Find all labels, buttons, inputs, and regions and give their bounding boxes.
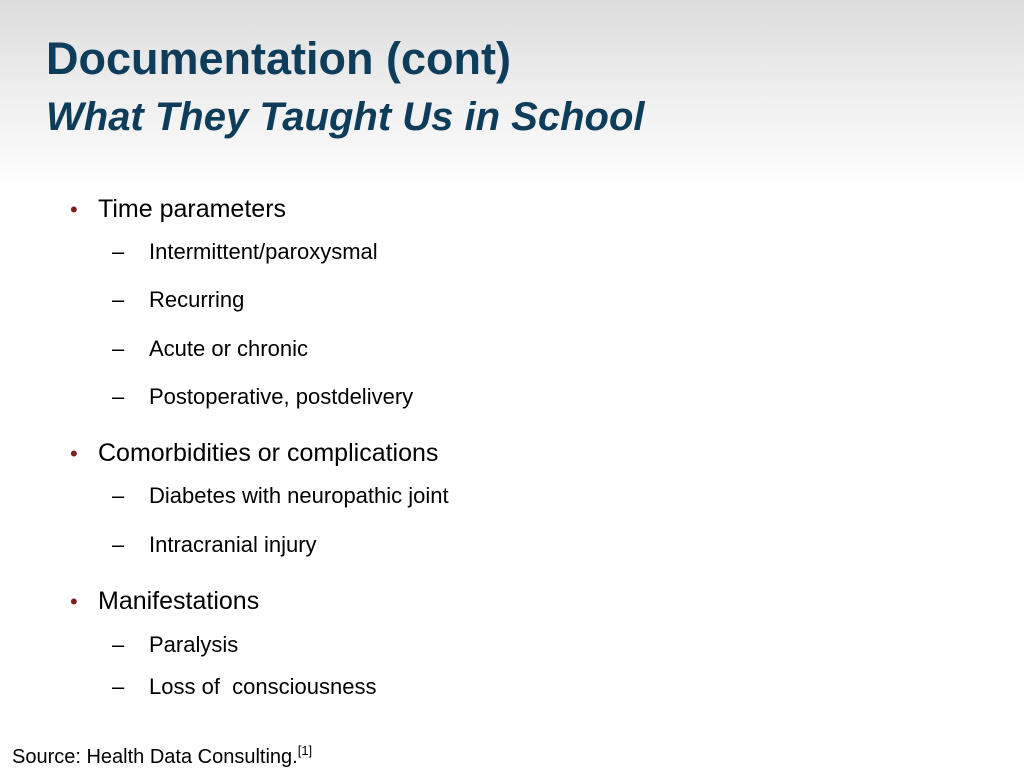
slide-title: Documentation (cont) <box>46 33 511 84</box>
bullet-comorbidities <box>70 438 438 469</box>
bullet-manifestations <box>70 586 259 617</box>
bullet-label: Comorbidities or complications <box>98 439 439 467</box>
bullet-label: Manifestations <box>98 587 260 615</box>
subitem-label: Diabetes with neuropathic joint <box>149 483 449 508</box>
dash-marker: – <box>112 532 125 557</box>
subitem-label: Paralysis <box>149 632 239 657</box>
subitem-label: Recurring <box>149 287 245 312</box>
subitem-label: Postoperative, postdelivery <box>149 384 414 409</box>
subitem <box>112 286 244 314</box>
dash-marker: – <box>112 336 125 361</box>
source-reference: [1] <box>297 743 313 758</box>
subitem <box>112 673 376 701</box>
source-text: Source: Health Data Consulting. <box>12 746 298 768</box>
subitem-label: Loss of consciousness <box>149 674 377 699</box>
bullet-marker: • <box>70 197 78 222</box>
bullet-marker: • <box>70 589 78 614</box>
subitem <box>112 383 413 411</box>
source-citation <box>12 738 312 768</box>
subitem <box>112 531 317 559</box>
subitem-label: Intermittent/paroxysmal <box>149 239 378 264</box>
dash-marker: – <box>112 674 125 699</box>
subitem-label: Intracranial injury <box>149 532 317 557</box>
dash-marker: – <box>112 483 125 508</box>
bullet-marker: • <box>70 441 78 466</box>
subitem <box>112 335 308 363</box>
dash-marker: – <box>112 632 125 657</box>
slide-subtitle: What They Taught Us in School <box>46 95 645 139</box>
dash-marker: – <box>112 239 125 264</box>
dash-marker: – <box>112 287 125 312</box>
subitem <box>112 482 449 510</box>
bullet-label: Time parameters <box>98 195 287 223</box>
subitem <box>112 631 238 659</box>
dash-marker: – <box>112 384 125 409</box>
subitem-label: Acute or chronic <box>149 336 308 361</box>
bullet-time-parameters <box>70 194 286 225</box>
subitem <box>112 238 378 266</box>
